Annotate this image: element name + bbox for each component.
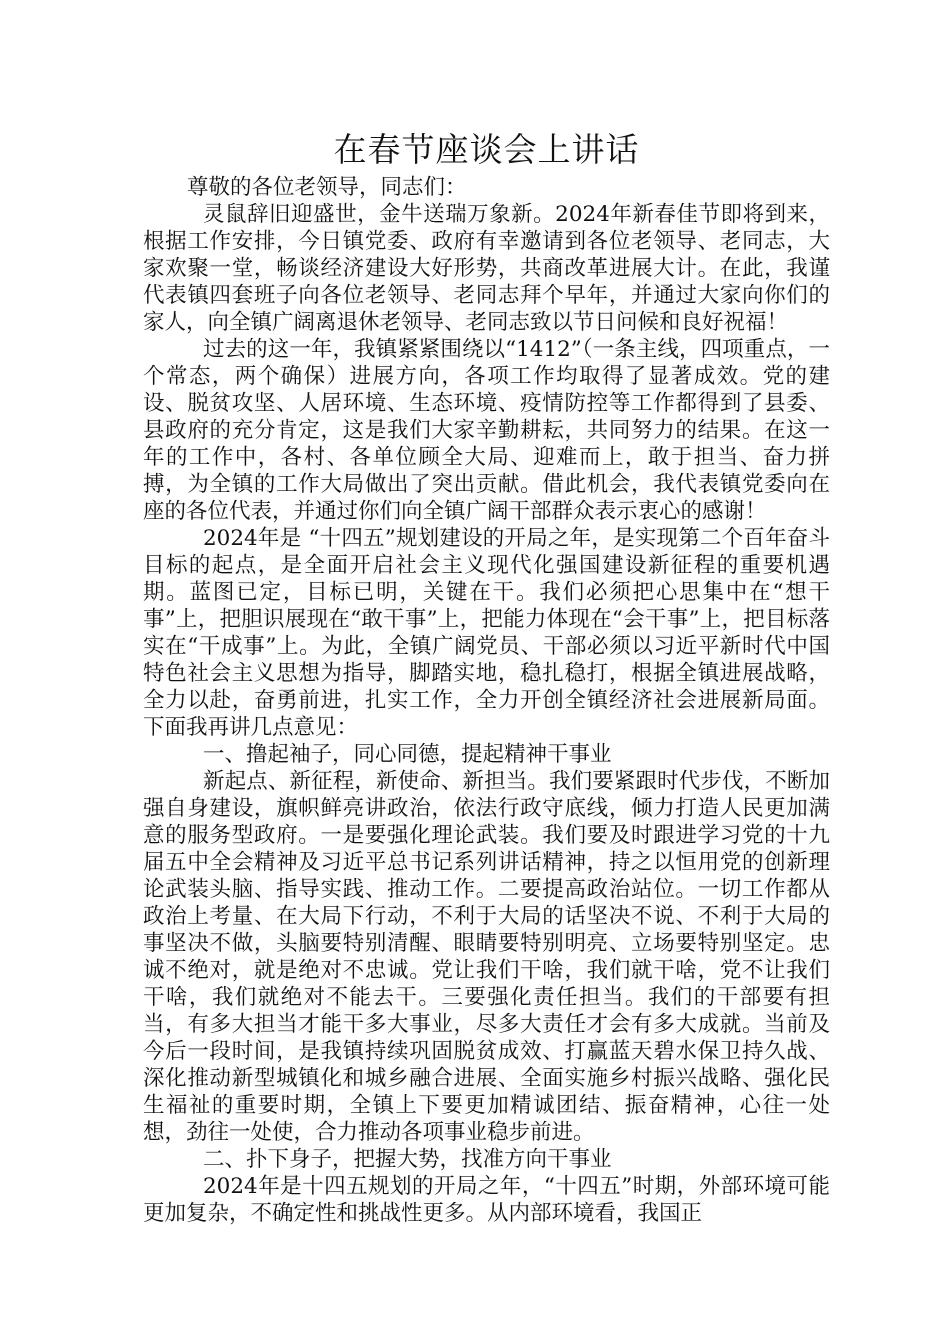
salutation: 尊敬的各位老领导，同志们： (187, 175, 467, 200)
paragraph-4: 新起点、新征程，新使命、新担当。我们要紧跟时代步伐，不断加强自身建设，旗帜鲜亮讲政治，依法行政守底线，倾力打造人民更加满意的服务型政府。一是要强化理论武装。我们要及时跟进学习党的十九届五中全会精神及习近平总书记系列讲话精神，持之以恒用党的创新理论武装头脑、指导实践、推动工作。二要提高政治站位。一切工作都从政治上考量、在大局下行动，不利于大局的话坚决不说、不利于大局的事坚决不做，头脑要特别清醒、眼睛要特别明亮、立场要特别坚定。忠诚不绝对，就是绝对不忠诚。党让我们干啥，我们就干啥，党不让我们干啥，我们就绝对不能去干。三要强化责任担当。我们的干部要有担当，有多大担当才能干多大事业，尽多大责任才会有多大成就。当前及今后一段时间，是我镇持续巩固脱贫成效、打赢蓝天碧水保卫持久战、深化推动新型城镇化和城乡融合进展、全面实施乡村振兴战略、强化民生福祉的重要时期，全镇上下要更加精诚团结、振奋精神，心往一处想，劲往一处使，合力推动各项事业稳步前进。 (143, 769, 830, 1145)
paragraph-2: 过去的这一年，我镇紧紧围绕以“1412”（一条主线，四项重点，一个常态，两个确保）进展方向，各项工作均取得了显著成效。党的建设、脱贫攻坚、人居环境、生态环境、疫情防控等工作都得到了县委、县政府的充分肯定，这是我们大家辛勤耕耘，共同努力的结果。在这一年的工作中，各村、各单位顾全大局、迎难而上，敢于担当、奋力拼搏，为全镇的工作大局做出了突出贡献。借此机会，我代表镇党委向在座的各位代表，并通过你们向全镇广阔干部群众表示衷心的感谢！ (143, 337, 830, 524)
section-heading-2: 二、扑下身子，把握大势，找准方向干事业 (203, 1147, 612, 1172)
document-title: 在春节座谈会上讲话 (333, 130, 640, 169)
paragraph-3: 2024年是 “十四五”规划建设的开局之年，是实现第二个百年奋斗目标的起点，是全面开启社会主义现代化强国建设新征程的重要机遇期。蓝图已定，目标已明，关键在干。我们必须把心思集中在“想干事”上，把胆识展现在“敢干事”上，把能力体现在“会干事”上，把目标落实在“干成事”上。为此，全镇广阔党员、干部必须以习近平新时代中国特色社会主义思想为指导，脚踏实地，稳扎稳打，根据全镇进展战略，全力以赴，奋勇前进，扎实工作，全力开创全镇经济社会进展新局面。下面我再讲几点意见： (143, 526, 830, 740)
section-heading-1: 一、撸起袖子，同心同德，提起精神干事业 (203, 742, 612, 767)
document-page (143, 128, 830, 1227)
paragraph-1: 灵鼠辞旧迎盛世，金牛送瑞万象新。2024年新春佳节即将到来，根据工作安排，今日镇党委、政府有幸邀请到各位老领导、老同志，大家欢聚一堂，畅谈经济建设大好形势，共商改革进展大计。在此，我谨代表镇四套班子向各位老领导、老同志拜个早年，并通过大家向你们的家人，向全镇广阔离退休老领导、老同志致以节日问候和良好祝福！ (143, 202, 830, 335)
paragraph-5: 2024年是十四五规划的开局之年，“十四五”时期，外部环境可能更加复杂，不确定性和挑战性更多。从内部环境看，我国正 (143, 1174, 830, 1226)
